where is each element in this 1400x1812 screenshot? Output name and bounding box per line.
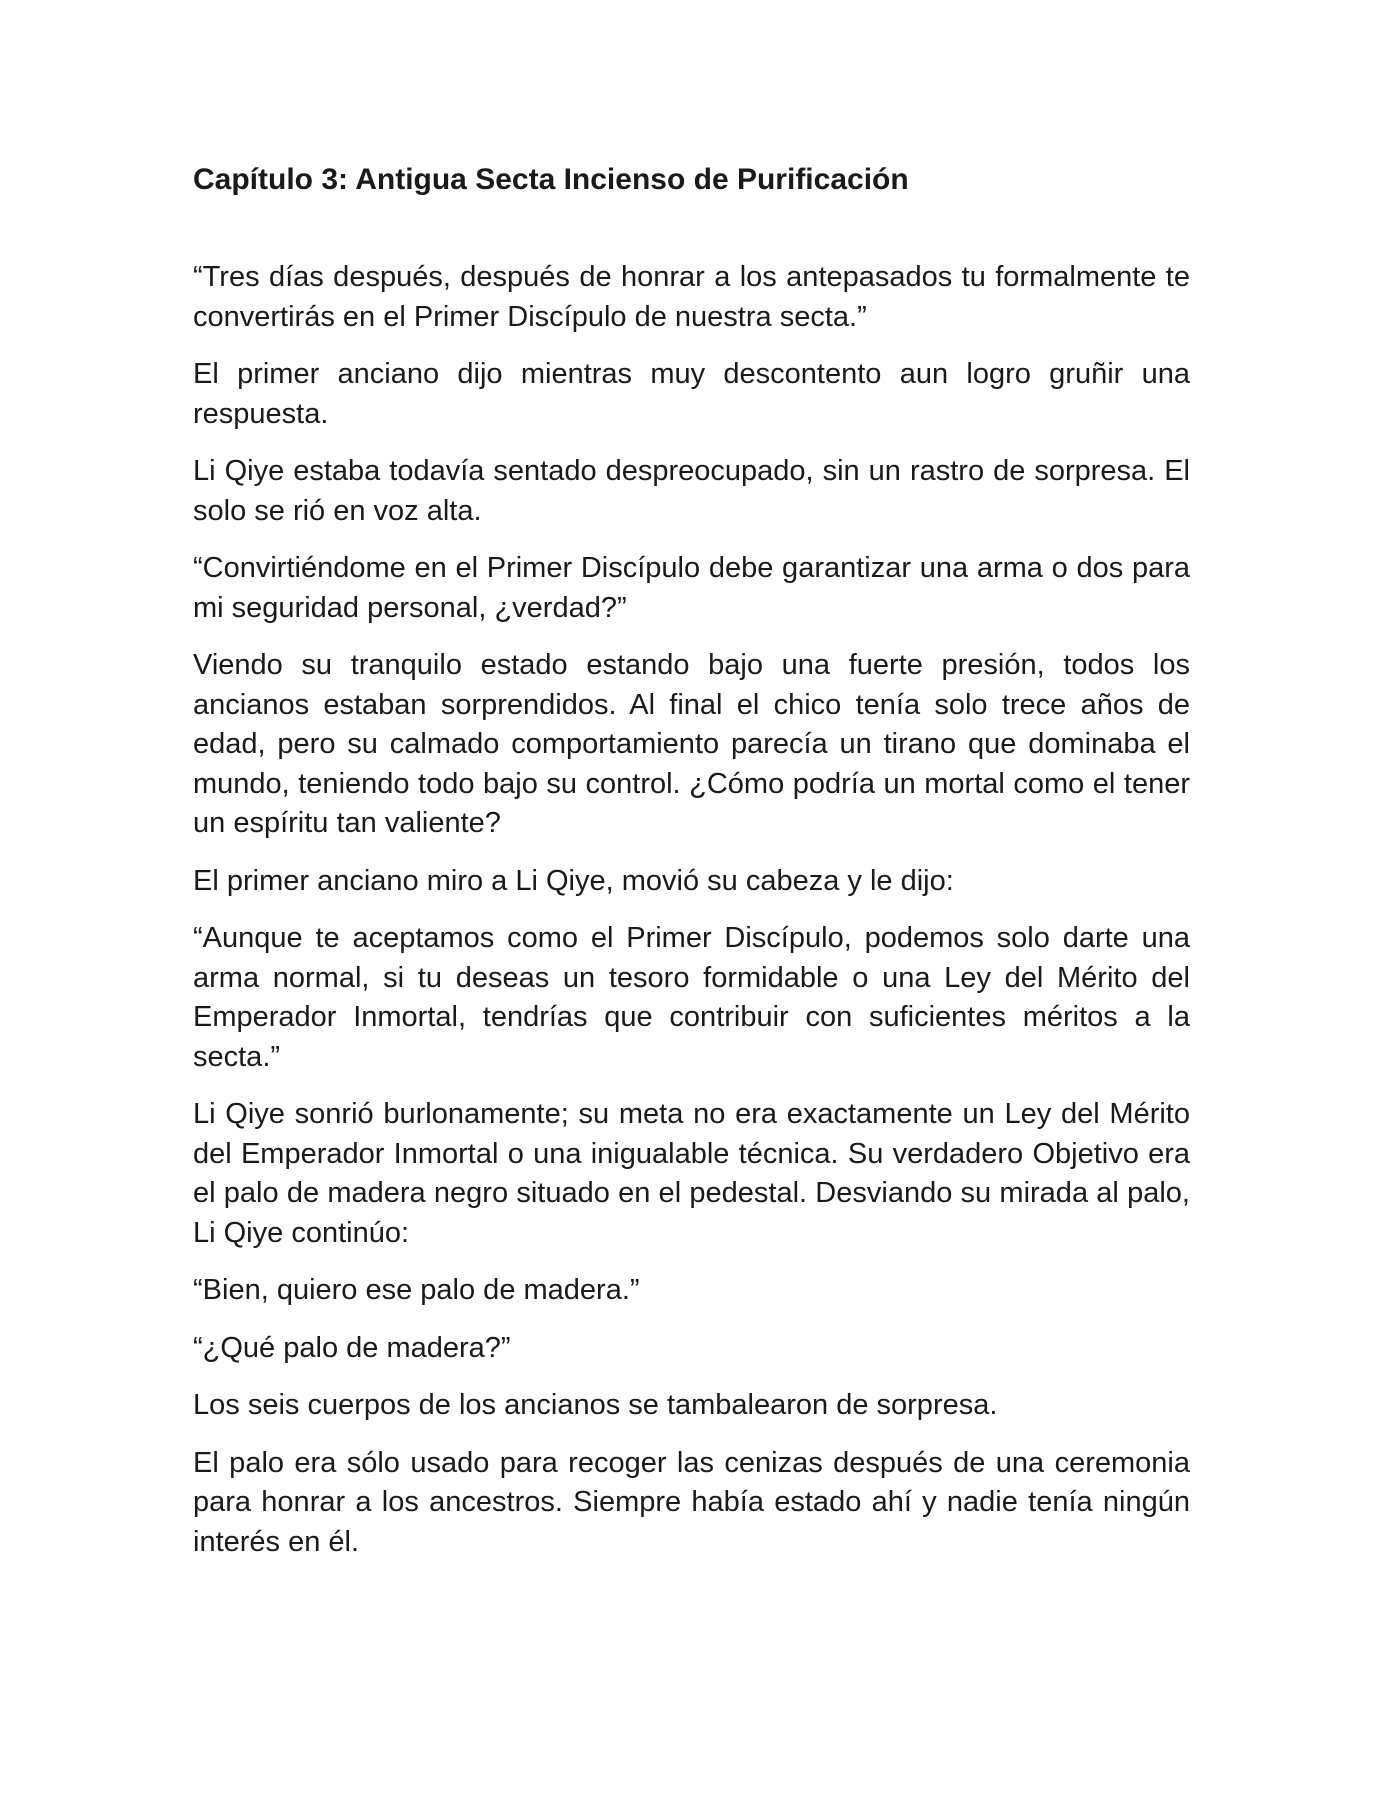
paragraph-9: “Bien, quiero ese palo de madera.” (193, 1274, 640, 1306)
paragraph-2: El primer anciano dijo mientras muy descontento aun logro gruñir una respuesta. (193, 358, 1190, 430)
paragraph-3: Li Qiye estaba todavía sentado despreocupado, sin un rastro de sorpresa. El solo se rió en voz alta. (193, 455, 1190, 527)
paragraph-7: “Aunque te aceptamos como el Primer Discípulo, podemos solo darte una arma normal, si tu deseas un tesoro formidable o una Ley del Mérito del Emperador Inmortal, tendrías que contribuir con suficientes méritos a la secta.” (193, 922, 1190, 1073)
chapter-body (193, 258, 1190, 1562)
paragraph-11: Los seis cuerpos de los ancianos se tambalearon de sorpresa. (193, 1389, 998, 1421)
paragraph-12: El palo era sólo usado para recoger las cenizas después de una ceremonia para honrar a los ancestros. Siempre había estado ahí y nadie tenía ningún interés en él. (193, 1446, 1190, 1558)
paragraph-5: Viendo su tranquilo estado estando bajo una fuerte presión, todos los ancianos estaban sorprendidos. Al final el chico tenía solo trece años de edad, pero su calmado comportamiento parecía un tirano que dominaba el mundo, teniendo todo bajo su control. ¿Cómo podría un mortal como el tener un espíritu tan valiente? (193, 649, 1190, 839)
paragraph-8: Li Qiye sonrió burlonamente; su meta no era exactamente un Ley del Mérito del Emperador Inmortal o una inigualable técnica. Su verdadero Objetivo era el palo de madera negro situado en el pedestal. Desviando su mirada al palo, Li Qiye continúo: (193, 1098, 1190, 1249)
chapter-title: Capítulo 3: Antigua Secta Incienso de Purificación (193, 163, 909, 196)
paragraph-1: “Tres días después, después de honrar a los antepasados tu formalmente te convertirás en el Primer Discípulo de nuestra secta.” (193, 261, 1190, 333)
paragraph-10: “¿Qué palo de madera?” (193, 1331, 511, 1364)
paragraph-6: El primer anciano miro a Li Qiye, movió su cabeza y le dijo: (193, 864, 954, 897)
paragraph-4: “Convirtiéndome en el Primer Discípulo debe garantizar una arma o dos para mi seguridad personal, ¿verdad?” (193, 552, 1190, 624)
